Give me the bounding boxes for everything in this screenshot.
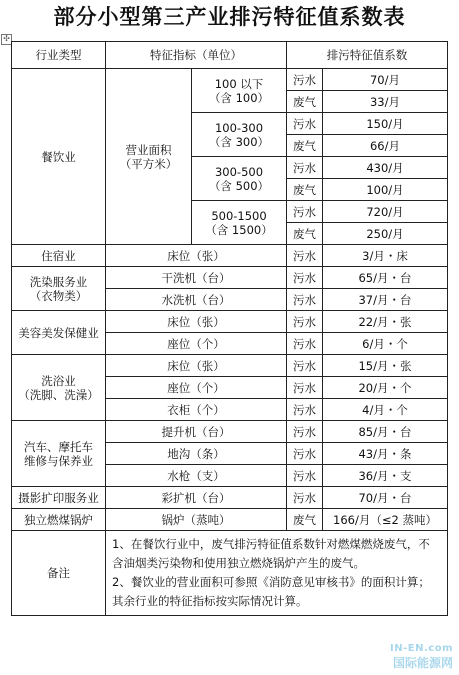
indicator-cell: 地沟（条） xyxy=(106,443,287,465)
type-cell: 污水 xyxy=(287,289,323,311)
type-cell: 污水 xyxy=(287,333,323,355)
range-cell: 100 以下 （含 100） xyxy=(192,69,287,113)
indicator-cell: 床位（张） xyxy=(106,245,287,267)
table-row xyxy=(12,509,448,531)
value-cell: 3/月・床 xyxy=(323,245,448,267)
type-cell: 污水 xyxy=(287,487,323,509)
notes-label: 备注 xyxy=(12,531,106,616)
note-line-1: 1、在餐饮行业中，废气排污特征值系数针对燃煤燃烧废气，不含油烟类污染物和使用独立燃烧锅炉产生的废气。 xyxy=(112,537,430,570)
type-cell: 污水 xyxy=(287,157,323,179)
indicator-cell: 衣柜（个） xyxy=(106,399,287,421)
value-cell: 166/月（≤2 蒸吨） xyxy=(323,509,448,531)
indicator-cell: 床位（张） xyxy=(106,355,287,377)
range-cell: 500-1500 （含 1500） xyxy=(192,201,287,245)
type-cell: 污水 xyxy=(287,201,323,223)
range-cell: 300-500 （含 500） xyxy=(192,157,287,201)
value-cell: 720/月 xyxy=(323,201,448,223)
table-row xyxy=(12,311,448,333)
page-title: 部分小型第三产业排污特征值系数表 xyxy=(53,5,406,29)
type-cell: 污水 xyxy=(287,245,323,267)
indicator-cell: 水枪（支） xyxy=(106,465,287,487)
watermark-name: 国际能源网 xyxy=(392,656,453,670)
value-cell: 22/月・张 xyxy=(323,311,448,333)
type-cell: 废气 xyxy=(287,91,323,113)
header-indicator: 特征指标（单位） xyxy=(106,42,287,69)
header-coefficient: 排污特征值系数 xyxy=(287,42,448,69)
table-row xyxy=(12,355,448,377)
indicator-food: 营业面积 （平方米） xyxy=(106,69,192,245)
industry-laundry: 洗染服务业 （衣物类） xyxy=(12,267,106,311)
industry-photo: 摄影扩印服务业 xyxy=(12,487,106,509)
value-cell: 100/月 xyxy=(323,179,448,201)
industry-boiler: 独立燃煤锅炉 xyxy=(12,509,106,531)
table-row xyxy=(12,245,448,267)
header-industry: 行业类型 xyxy=(12,42,106,69)
type-cell: 污水 xyxy=(287,355,323,377)
value-cell: 250/月 xyxy=(323,223,448,245)
watermark-logo xyxy=(390,643,453,671)
value-cell: 15/月・张 xyxy=(323,355,448,377)
table-row xyxy=(12,487,448,509)
value-cell: 37/月・台 xyxy=(323,289,448,311)
indicator-cell: 座位（个） xyxy=(106,333,287,355)
value-cell: 33/月 xyxy=(323,91,448,113)
industry-food: 餐饮业 xyxy=(12,69,106,245)
indicator-cell: 床位（张） xyxy=(106,311,287,333)
type-cell: 废气 xyxy=(287,509,323,531)
type-cell: 污水 xyxy=(287,113,323,135)
notes-row xyxy=(12,531,448,616)
indicator-cell: 水洗机（台） xyxy=(106,289,287,311)
value-cell: 6/月・个 xyxy=(323,333,448,355)
value-cell: 150/月 xyxy=(323,113,448,135)
indicator-cell: 彩扩机（台） xyxy=(106,487,287,509)
type-cell: 废气 xyxy=(287,223,323,245)
value-cell: 65/月・台 xyxy=(323,267,448,289)
industry-auto: 汽车、摩托车 维修与保养业 xyxy=(12,421,106,487)
type-cell: 污水 xyxy=(287,267,323,289)
type-cell: 污水 xyxy=(287,399,323,421)
watermark-domain: IN-EN.com xyxy=(390,643,453,654)
industry-hotel: 住宿业 xyxy=(12,245,106,267)
value-cell: 85/月・台 xyxy=(323,421,448,443)
table-row xyxy=(12,421,448,443)
value-cell: 20/月・个 xyxy=(323,377,448,399)
type-cell: 污水 xyxy=(287,311,323,333)
type-cell: 废气 xyxy=(287,135,323,157)
value-cell: 36/月・支 xyxy=(323,465,448,487)
header-row xyxy=(12,42,448,69)
pollution-coefficient-table xyxy=(11,41,448,616)
value-cell: 4/月・个 xyxy=(323,399,448,421)
type-cell: 污水 xyxy=(287,69,323,91)
notes-content xyxy=(106,531,448,616)
value-cell: 43/月・条 xyxy=(323,443,448,465)
value-cell: 70/月 xyxy=(323,69,448,91)
value-cell: 66/月 xyxy=(323,135,448,157)
type-cell: 污水 xyxy=(287,421,323,443)
table-row xyxy=(12,267,448,289)
indicator-cell: 座位（个） xyxy=(106,377,287,399)
indicator-cell: 锅炉（蒸吨） xyxy=(106,509,287,531)
table-move-handle-icon[interactable]: ✣ xyxy=(1,34,12,45)
range-cell: 100-300 （含 300） xyxy=(192,113,287,157)
type-cell: 污水 xyxy=(287,443,323,465)
type-cell: 污水 xyxy=(287,377,323,399)
indicator-cell: 提升机（台） xyxy=(106,421,287,443)
indicator-cell: 干洗机（台） xyxy=(106,267,287,289)
table-row xyxy=(12,69,448,91)
type-cell: 废气 xyxy=(287,179,323,201)
value-cell: 70/月・台 xyxy=(323,487,448,509)
industry-beauty: 美容美发保健业 xyxy=(12,311,106,355)
value-cell: 430/月 xyxy=(323,157,448,179)
type-cell: 污水 xyxy=(287,465,323,487)
note-line-2: 2、餐饮业的营业面积可参照《消防意见审核书》的面积计算；其余行业的特征指标按实际情况计算。 xyxy=(112,575,430,608)
industry-bath: 洗浴业 （洗脚、洗澡） xyxy=(12,355,106,421)
